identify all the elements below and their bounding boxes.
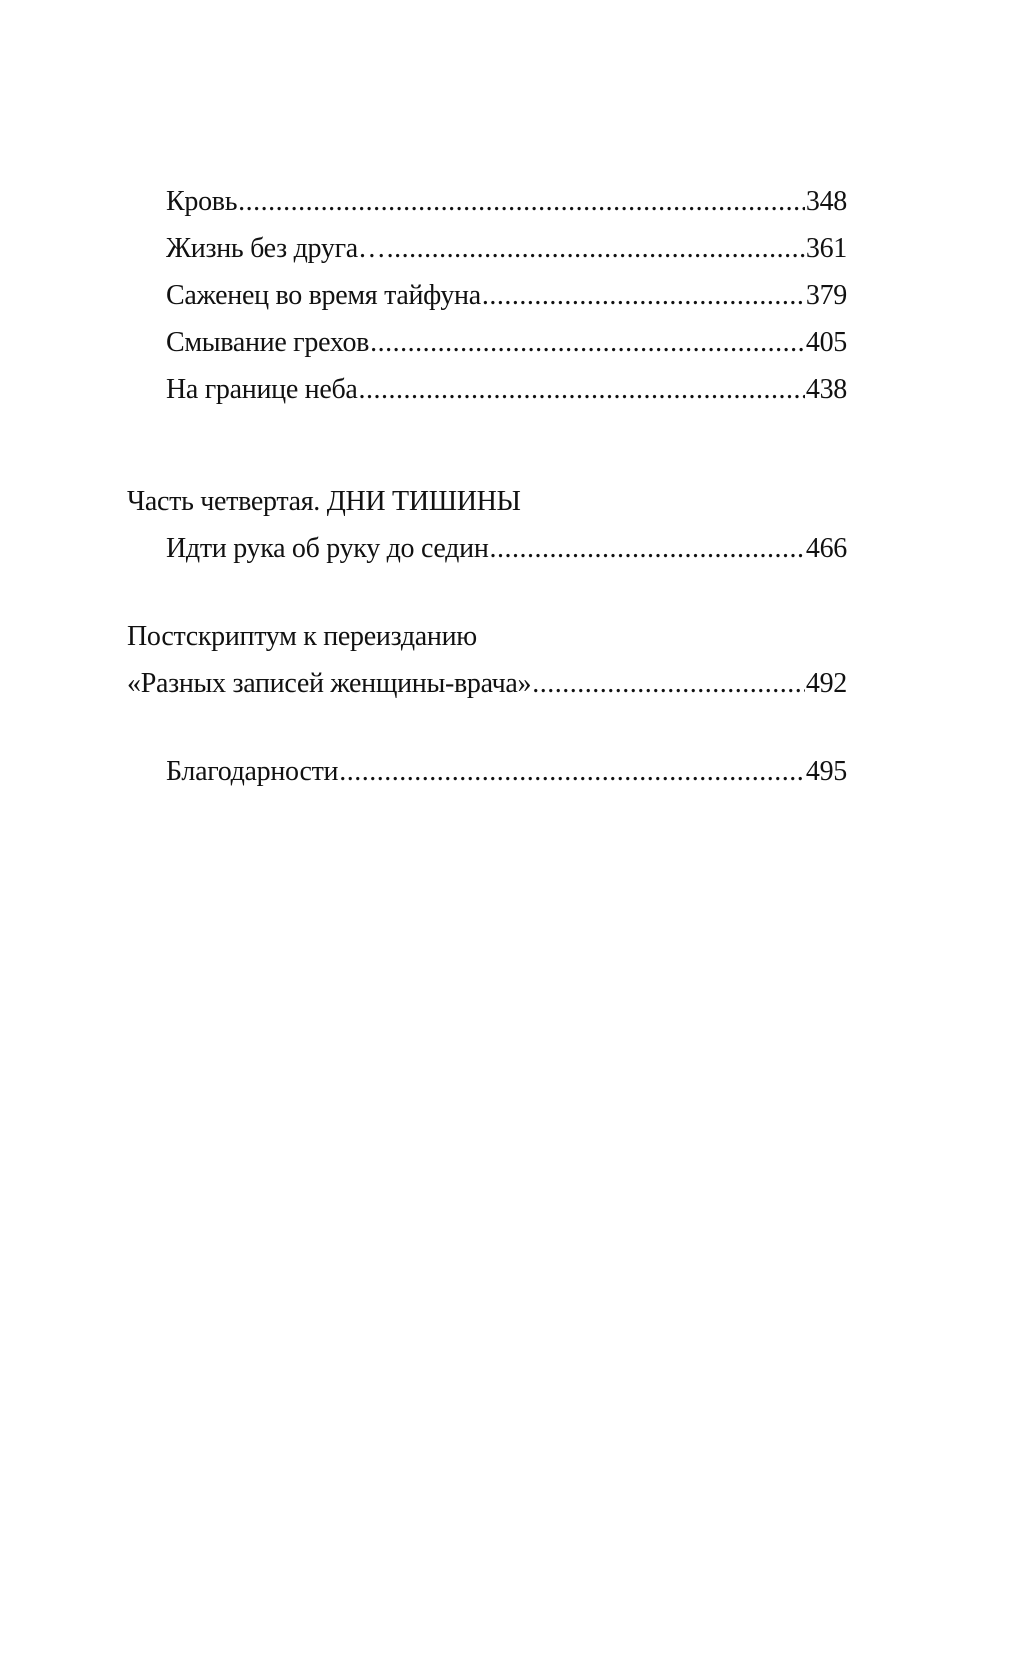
dot-leader <box>490 525 805 572</box>
entry-page-number: 438 <box>805 374 847 405</box>
entry-page-number: 405 <box>805 327 847 358</box>
toc-entry[interactable] <box>127 366 847 413</box>
toc-entry[interactable] <box>127 319 847 366</box>
postscript-title-line: Постскриптум к переизданию <box>127 621 477 652</box>
acknowledgements-section <box>127 748 847 795</box>
toc-entry[interactable] <box>127 178 847 225</box>
entry-title: Кровь <box>166 186 238 217</box>
entry-title: «Разных записей женщины-врача» <box>127 668 532 699</box>
part-heading: Часть четвертая. ДНИ ТИШИНЫ <box>127 486 521 517</box>
dot-leader <box>238 178 805 225</box>
entry-title: Смывание грехов <box>166 327 370 358</box>
dot-leader <box>359 366 805 413</box>
part4-section <box>127 478 847 572</box>
dot-leader <box>532 660 805 707</box>
entry-title: Жизнь без друга… <box>166 233 386 264</box>
spacer <box>127 572 847 613</box>
dot-leader <box>482 272 805 319</box>
spacer <box>127 413 847 478</box>
toc-entry[interactable] <box>127 272 847 319</box>
entry-page-number: 348 <box>805 186 847 217</box>
spacer <box>127 707 847 748</box>
entry-page-number: 492 <box>805 668 847 699</box>
table-of-contents <box>127 178 847 795</box>
entry-page-number: 495 <box>805 756 847 787</box>
entry-page-number: 361 <box>805 233 847 264</box>
toc-entry[interactable] <box>127 525 847 572</box>
toc-entry[interactable] <box>127 225 847 272</box>
entry-page-number: 379 <box>805 280 847 311</box>
entry-title: Идти рука об руку до седин <box>166 533 489 564</box>
dot-leader <box>387 225 805 272</box>
entry-title: Благодарности <box>166 756 339 787</box>
toc-entry[interactable] <box>127 660 847 707</box>
dot-leader <box>370 319 805 366</box>
toc-entry[interactable] <box>127 748 847 795</box>
postscript-section <box>127 613 847 707</box>
part3-entries <box>127 178 847 413</box>
entry-page-number: 466 <box>805 533 847 564</box>
entry-title: Саженец во время тайфуна <box>166 280 481 311</box>
entry-title: На границе неба <box>166 374 358 405</box>
dot-leader <box>339 748 805 795</box>
